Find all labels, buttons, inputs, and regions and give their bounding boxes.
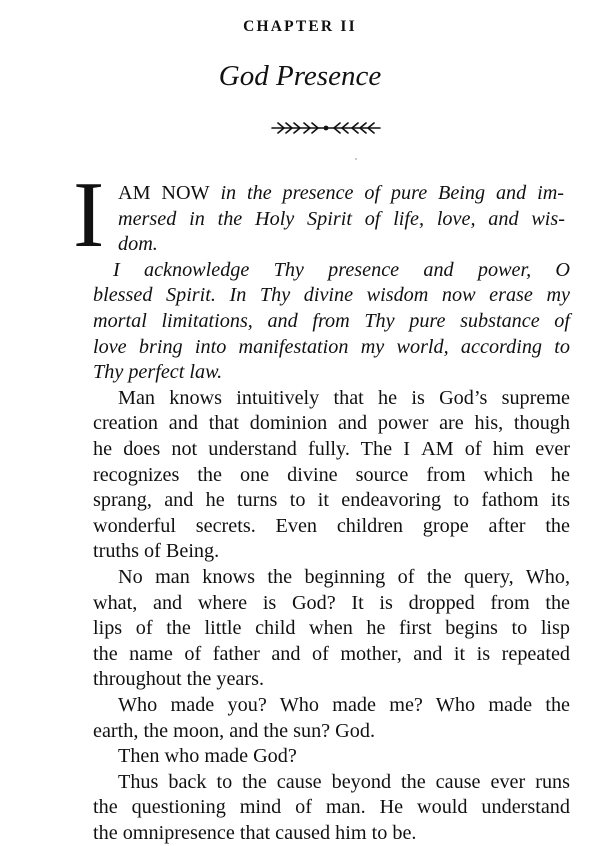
body-line: creation and that dominion and power are his, though [93, 412, 570, 435]
body-line: truths of Being. [93, 540, 220, 563]
body-line: the omnipresence that caused him to be. [93, 822, 417, 844]
body-line: lips of the little child when he first begins to lisp [93, 617, 570, 640]
body-line: sprang, and he turns to it endeavoring to fathom its [93, 489, 570, 512]
smallcaps-i-am: AM [421, 438, 454, 460]
prayer-line: mortal limitations, and from Thy pure substance of [93, 310, 570, 332]
body-line: recognizes the one divine source from which he [93, 463, 570, 486]
body-line: No man knows the beginning of the query, Who, [118, 566, 570, 588]
body-line: the questioning mind of man. He would understand [93, 796, 570, 819]
body-line: Thus back to the cause beyond the cause ever runs [118, 770, 570, 793]
prayer-line: Thy perfect law. [93, 361, 223, 384]
chapter-label: CHAPTER II [243, 18, 357, 35]
body-line: what, and where is God? It is dropped from the [93, 591, 570, 614]
body-line: he does not understand fully. The I AM of him ever [93, 438, 570, 460]
prayer-line: I acknowledge Thy presence and power, O [113, 258, 570, 281]
chapter-title: God Presence [218, 60, 382, 92]
prayer-line: AM NOW in the presence of pure Being and im- [118, 182, 564, 204]
prayer-line: love bring into manifestation my world, according to [93, 335, 570, 358]
body-line: Man knows intuitively that he is God’s supreme [118, 386, 570, 409]
speck-mark [355, 158, 357, 160]
body-line: Who made you? Who made me? Who made the [118, 694, 570, 716]
body-line: Then who made God? [118, 745, 297, 768]
prayer-line: blessed Spirit. In Thy divine wisdom now erase my [93, 284, 570, 307]
smallcaps-opening: AM NOW [118, 182, 210, 204]
prayer-line: dom. [118, 233, 158, 256]
body-line: the name of father and of mother, and it is repeated [93, 642, 570, 665]
body-line: wonderful secrets. Even children grope after the [93, 514, 570, 537]
body-line: throughout the years. [93, 668, 264, 691]
ornament-flourish-icon [270, 121, 382, 135]
body-line: earth, the moon, and the sun? God. [93, 719, 375, 742]
drop-cap: I [73, 163, 105, 267]
prayer-line: mersed in the Holy Spirit of life, love, and wis- [118, 207, 565, 230]
